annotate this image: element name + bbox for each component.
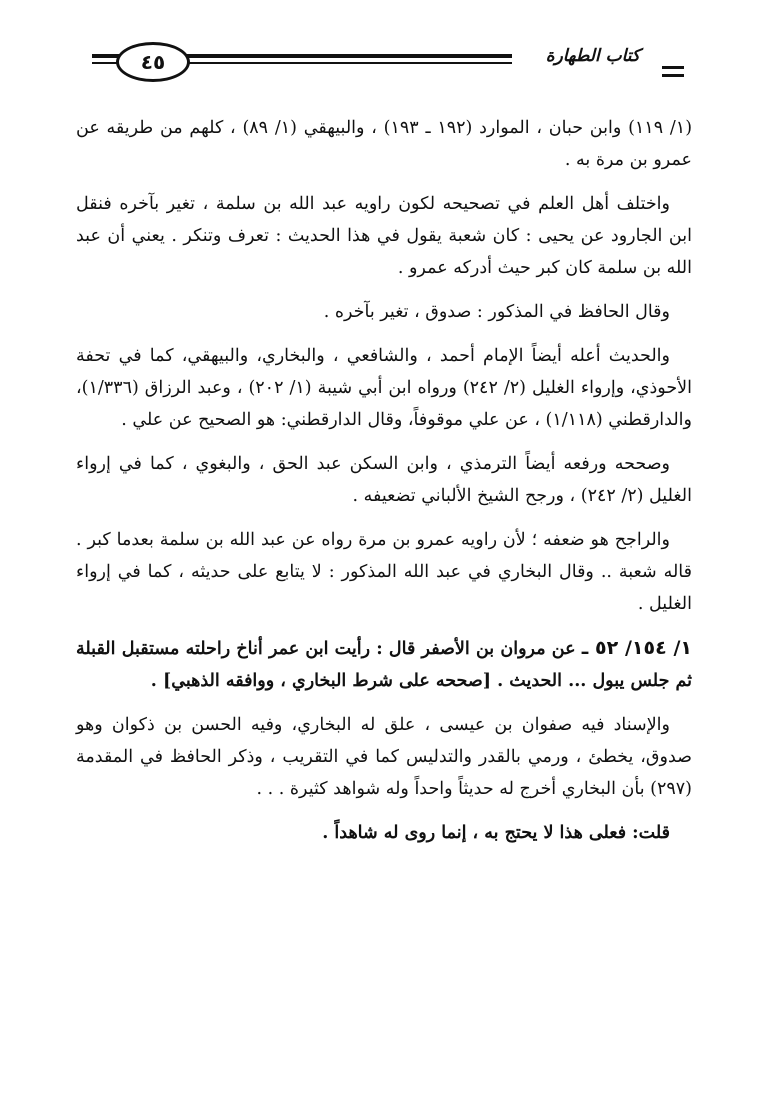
paragraph: قلت: فعلى هذا لا يحتج به ، إنما روى له شاهداً . — [322, 823, 670, 843]
paragraph: وقال الحافظ في المذكور : صدوق ، تغير بآخره . — [323, 302, 670, 322]
paragraph: وصححه ورفعه أيضاً الترمذي ، وابن السكن عبد الحق ، والبغوي ، كما في إرواء الغليل (٢/ ٢٤٢) ، ورجح الشيخ الألباني تضعيفه . — [76, 454, 692, 506]
page-body — [76, 112, 692, 861]
page-number: ٤٥ — [116, 42, 190, 82]
paragraph: والإسناد فيه صفوان بن عيسى ، علق له البخاري، وفيه الحسن بن ذكوان وهو صدوق، يخطئ ، ورمي بالقدر والتدليس كما في التقريب ، وذكر الحافظ في المقدمة (٢٩٧) بأن البخاري أخرج له حديثاً واحداً وله شواهد كثيرة . . . — [76, 715, 692, 799]
paragraph: واختلف أهل العلم في تصحيحه لكون راويه عبد الله بن سلمة ، تغير بآخره فنقل ابن الجارود عن يحيى : كان شعبة يقول في هذا الحديث : تعرف وتنكر . يعني أن عبد الله بن سلمة كان كبر حيث أدركه عمرو . — [76, 194, 692, 278]
paragraph: والحديث أعله أيضاً الإمام أحمد ، والشافعي ، والبخاري، والبيهقي، كما في تحفة الأحوذي، وإرواء الغليل (٢/ ٢٤٢) ورواه ابن أبي شيبة (١/ ٢٠٢) ، وعبد الرزاق (١/٣٣٦)، والدارقطني (١/١١٨) ، عن علي موقوفاً، وقال الدارقطني: هو الصحيح عن علي . — [76, 346, 692, 430]
header-marker-top — [662, 66, 684, 69]
paragraph: (١/ ١١٩) وابن حبان ، الموارد (١٩٢ ـ ١٩٣) ، والبيهقي (١/ ٨٩) ، كلهم من طريقه عن عمرو بن مرة به . — [76, 118, 693, 170]
hadith-text: عن مروان بن الأصفر قال : رأيت ابن عمر أناخ راحلته مستقبل القبلة ثم جلس يبول ... الحديث . [صححه على شرط البخاري ، ووافقه الذهبي] . — [76, 639, 692, 691]
book-title: كتاب الطهارة — [545, 46, 640, 66]
paragraph: والراجح هو ضعفه ؛ لأن راويه عمرو بن مرة رواه عن عبد الله بن سلمة بعدما كبر . قاله شعبة .. وقال البخاري في عبد الله المذكور : لا يتابع على حديثه ، كما في إرواء الغليل . — [76, 530, 692, 614]
header-marker-bottom — [662, 74, 684, 77]
hadith-entry — [76, 632, 692, 697]
page-header — [0, 38, 766, 98]
header-rule-middle-top — [182, 54, 512, 58]
hadith-number: ١/ ١٥٤/ ٥٢ ـ — [581, 637, 692, 659]
header-rule-middle-bottom — [182, 62, 512, 64]
